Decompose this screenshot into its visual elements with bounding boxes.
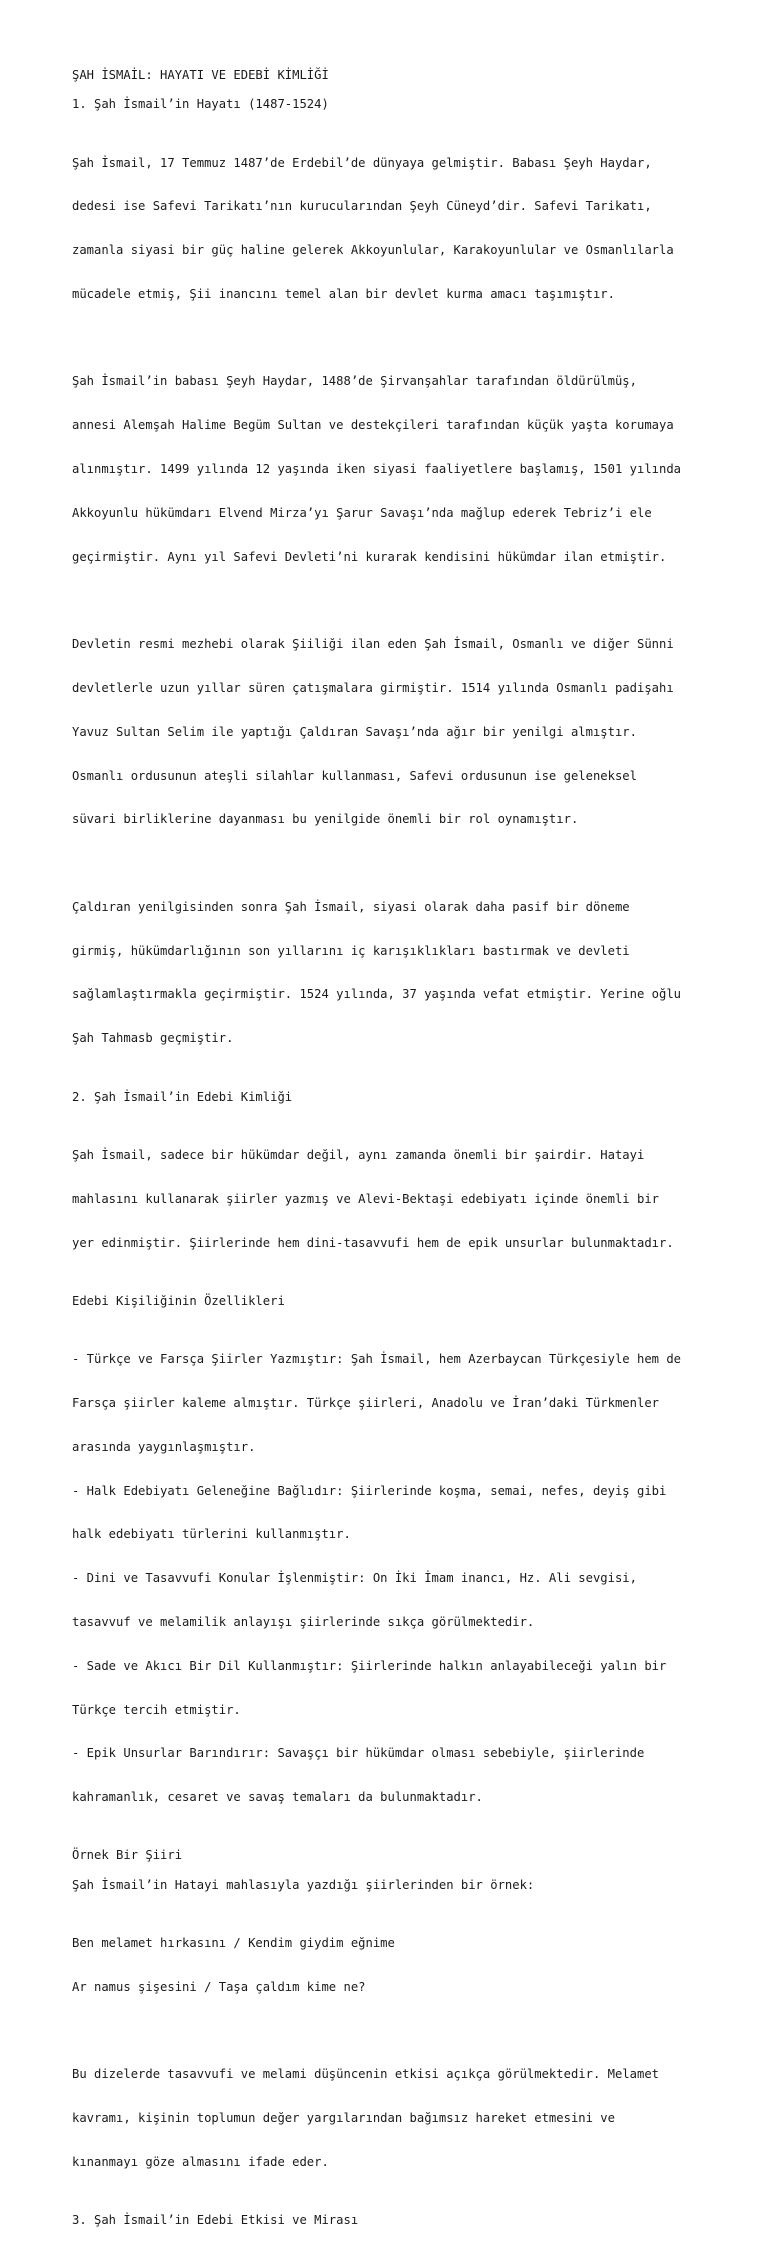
section-2-paragraph-1 bbox=[72, 1119, 712, 1280]
list-item-line: kahramanlık, cesaret ve savaş temaları da bulunmaktadır. bbox=[72, 1790, 483, 1805]
poem-verses bbox=[72, 1907, 712, 2024]
text-line: alınmıştır. 1499 yılında 12 yaşında iken siyasi faaliyetlere başlamış, 1501 yılında bbox=[72, 462, 682, 477]
document-title: ŞAH İSMAİL: HAYATI VE EDEBİ KİMLİĞİ bbox=[72, 68, 329, 82]
list-item-line: - Halk Edebiyatı Geleneğine Bağlıdır: Şiirlerinde koşma, semai, nefes, deyiş gibi bbox=[72, 1483, 667, 1498]
text-line: süvari birliklerine dayanması bu yenilgide önemli bir rol oynamıştır. bbox=[72, 812, 579, 827]
text-line: girmiş, hükümdarlığının son yıllarını iç karışıklıkları bastırmak ve devleti bbox=[72, 943, 630, 958]
text-line: kavramı, kişinin toplumun değer yargılarından bağımsız hareket etmesini ve bbox=[72, 2111, 615, 2126]
text-line: Bu dizelerde tasavvufi ve melami düşüncenin etkisi açıkça görülmektedir. Melamet bbox=[72, 2067, 659, 2082]
list-item-line: Farsça şiirler kaleme almıştır. Türkçe şiirleri, Anadolu ve İran’daki Türkmenler bbox=[72, 1396, 659, 1411]
document-page bbox=[72, 68, 712, 2242]
text-line: Yavuz Sultan Selim ile yaptığı Çaldıran Savaşı’nda ağır bir yenilgi almıştır. bbox=[72, 724, 637, 739]
poem-intro: Şah İsmail’in Hatayi mahlasıyla yazdığı şiirlerinden bir örnek: bbox=[72, 1877, 535, 1892]
text-line: Şah İsmail’in babası Şeyh Haydar, 1488’de Şirvanşahlar tarafından öldürülmüş, bbox=[72, 374, 637, 389]
list-item-line: - Dini ve Tasavvufi Konular İşlenmiştir: On İki İmam inancı, Hz. Ali sevgisi, bbox=[72, 1571, 637, 1586]
text-line: sağlamlaştırmakla geçirmiştir. 1524 yılında, 37 yaşında vefat etmiştir. Yerine oğlu bbox=[72, 987, 682, 1002]
section-1-paragraph-1 bbox=[72, 126, 712, 330]
text-line: Akkoyunlu hükümdarı Elvend Mirza’yı Şarur Savaşı’nda mağlup ederek Tebriz’i ele bbox=[72, 505, 652, 520]
section-2-subheading: Edebi Kişiliğinin Özellikleri bbox=[72, 1293, 285, 1308]
list-item-line: arasında yaygınlaşmıştır. bbox=[72, 1439, 256, 1454]
text-line: annesi Alemşah Halime Begüm Sultan ve destekçileri tarafından küçük yaşta korumaya bbox=[72, 418, 674, 433]
section-2-heading: 2. Şah İsmail’in Edebi Kimliği bbox=[72, 1089, 293, 1104]
text-line: Şah İsmail, sadece bir hükümdar değil, aynı zamanda önemli bir şairdir. Hatayi bbox=[72, 1147, 645, 1162]
list-item-line: - Türkçe ve Farsça Şiirler Yazmıştır: Şah İsmail, hem Azerbaycan Türkçesiyle hem de bbox=[72, 1352, 682, 1367]
text-line: Şah İsmail, 17 Temmuz 1487’de Erdebil’de dünyaya gelmiştir. Babası Şeyh Haydar, bbox=[72, 155, 652, 170]
text-line: Osmanlı ordusunun ateşli silahlar kullanması, Safevi ordusunun ise geleneksel bbox=[72, 768, 637, 783]
text-line: dedesi ise Safevi Tarikatı’nın kurucularından Şeyh Cüneyd’dir. Safevi Tarikatı, bbox=[72, 199, 652, 214]
section-1-paragraph-3 bbox=[72, 608, 712, 856]
text-line: Şah Tahmasb geçmiştir. bbox=[72, 1031, 234, 1046]
text-line: mahlasını kullanarak şiirler yazmış ve Alevi-Bektaşi edebiyatı içinde önemli bir bbox=[72, 1191, 659, 1206]
list-item-line: - Sade ve Akıcı Bir Dil Kullanmıştır: Şiirlerinde halkın anlayabileceği yalın bir bbox=[72, 1658, 667, 1673]
text-line: Devletin resmi mezhebi olarak Şiiliği ilan eden Şah İsmail, Osmanlı ve diğer Sünni bbox=[72, 637, 674, 652]
list-item-line: - Epik Unsurlar Barındırır: Savaşçı bir hükümdar olması sebebiyle, şiirlerinde bbox=[72, 1746, 645, 1761]
section-1-paragraph-4 bbox=[72, 871, 712, 1075]
list-item-line: Türkçe tercih etmiştir. bbox=[72, 1702, 241, 1717]
poem-line: Ben melamet hırkasını / Kendim giydim eğnime bbox=[72, 1936, 395, 1950]
poem-heading: Örnek Bir Şiiri bbox=[72, 1848, 183, 1863]
section-1-paragraph-2 bbox=[72, 345, 712, 593]
text-line: zamanla siyasi bir güç haline gelerek Akkoyunlular, Karakoyunlular ve Osmanlılarla bbox=[72, 243, 674, 258]
section-3-heading: 3. Şah İsmail’in Edebi Etkisi ve Mirası bbox=[72, 2213, 359, 2228]
text-line: Çaldıran yenilgisinden sonra Şah İsmail, siyasi olarak daha pasif bir döneme bbox=[72, 899, 630, 914]
text-line: devletlerle uzun yıllar süren çatışmalara girmiştir. 1514 yılında Osmanlı padişahı bbox=[72, 680, 674, 695]
list-item-line: tasavvuf ve melamilik anlayışı şiirlerinde sıkça görülmektedir. bbox=[72, 1614, 535, 1629]
text-line: geçirmiştir. Aynı yıl Safevi Devleti’ni kurarak kendisini hükümdar ilan etmiştir. bbox=[72, 549, 667, 564]
text-line: kınanmayı göze almasını ifade eder. bbox=[72, 2154, 329, 2169]
poem-line: Ar namus şişesini / Taşa çaldım kime ne? bbox=[72, 1979, 366, 1994]
section-1-heading: 1. Şah İsmail’in Hayatı (1487-1524) bbox=[72, 97, 329, 112]
text-line: yer edinmiştir. Şiirlerinde hem dini-tasavvufi hem de epik unsurlar bulunmaktadır. bbox=[72, 1235, 674, 1250]
text-line: mücadele etmiş, Şii inancını temel alan bir devlet kurma amacı taşımıştır. bbox=[72, 286, 615, 301]
section-2-feature-list bbox=[72, 1323, 712, 1834]
poem-commentary bbox=[72, 2038, 712, 2199]
list-item-line: halk edebiyatı türlerini kullanmıştır. bbox=[72, 1527, 351, 1542]
